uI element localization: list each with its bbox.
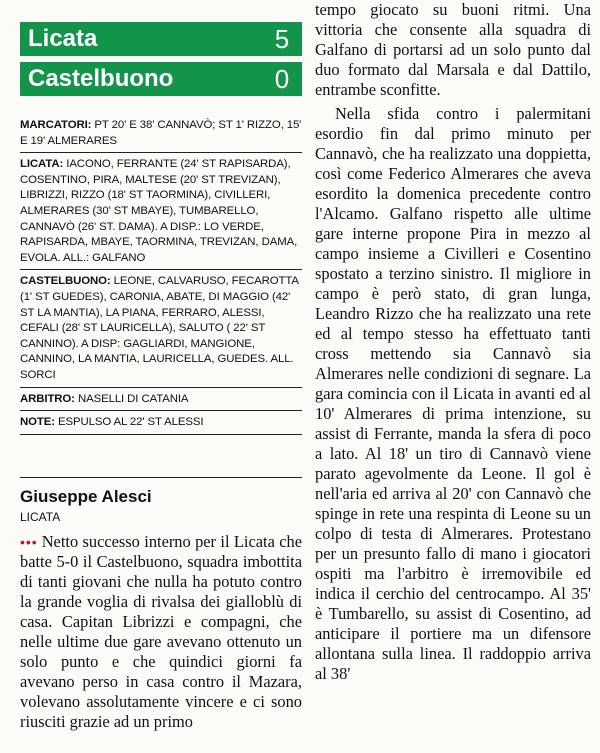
- article-text-col1: Netto successo interno per il Licata che batte 5-0 il Castelbuono, squadra imbottita di tanti giovani che nulla ha potuto contro la grande voglia di rivalsa dei gialloblù di casa. Capitan Librizzi e compagni, che nelle ultime due gare avevano ottenuto un solo punto e che quindici giorni fa avevano perso in casa contro il Mazara, volevano assolutamente vincere e ci sono riusciti grazie ad un primo: [20, 531, 302, 731]
- article-paragraph: tempo giocato su buoni ritmi. Una vittoria che consente alla squadra di Galfano di portarsi ad un solo punto dal duo formato dal Marsala e dal Dattilo, entrambe sconfitte.: [315, 0, 591, 99]
- home-team-name: Licata: [28, 25, 98, 52]
- stat-label: ARBITRO:: [20, 392, 75, 405]
- stat-arbitro: [20, 388, 302, 412]
- scoreboard-row-home: [20, 22, 302, 56]
- stat-marcatori: [20, 114, 302, 153]
- stat-label: MARCATORI:: [20, 119, 92, 131]
- stat-note: [20, 411, 302, 435]
- stat-text: ESPULSO AL 22' ST ALESSI: [58, 416, 204, 429]
- dateline-location: LICATA: [20, 509, 61, 524]
- stat-licata-lineup: [20, 153, 302, 270]
- stat-label: LICATA:: [20, 158, 64, 171]
- home-team-score: 5: [274, 23, 290, 54]
- stat-castelbuono-lineup: [20, 270, 302, 387]
- stat-label: CASTELBUONO:: [20, 275, 111, 288]
- article-paragraph: [20, 532, 302, 732]
- left-column: [20, 0, 302, 753]
- bullet-dots: •••: [20, 533, 38, 550]
- author-name: Giuseppe Alesci: [20, 486, 152, 506]
- stat-text: LEONE, CALVARUSO, FECAROTTA (1' ST GUEDES), CARONIA, ABATE, DI MAGGIO (42' ST LA MANTIA), LA PIANA, FERRARO, ALESSI, CEFALI (28' ST LAURICELLA), SALUTO ( 22' ST CANNINO). A DISP: GAGLIARDI, MANGIONE, CANNINO, LA MANTIA, LAURICELLA, GUEDES. ALL. SORCI: [20, 275, 299, 381]
- byline: [20, 477, 302, 524]
- article-paragraph: Nella sfida contro i palermitani esordio fin dal primo minuto per Cannavò, che ha realizzato una doppietta, così come Federico Almerares che aveva esordito la domenica precedente contro l'Alcamo. Galfano rispetto alle ultime gare interne propone Pira in mezzo al campo insieme a Civilleri e Cosentino spostato a terzino sinistro. Il migliore in campo è però stato, di gran lunga, Leandro Rizzo che ha realizzato una rete ed al tempo stesso ha effettuato tanti cross mettendo sia Cannavò sia Almerares nelle condizioni di segnare. La gara comincia con il Licata in avanti ed al 10' Almerares di prima intenzione, su assist di Ferrante, manda la sfera di poco a lato. Al 18' un tiro di Cannavò viene parato agevolmente da Leone. Il gol è nell'aria ed arriva al 20' con Cannavò che spinge in rete una respinta di Leone su un colpo di testa di Almerares. Protestano per un presunto fallo di mano i giocatori ospiti ma l'arbitro è irremovibile ed indica il cerchio del centrocampo. Al 35' è Tumbarello, su assist di Cosentino, ad anticipare il portiere ma un difensore allontana sulla linea. Il raddoppio arriva al 38': [315, 104, 591, 683]
- stat-text: NASELLI DI CATANIA: [77, 392, 189, 405]
- away-team-name: Castelbuono: [28, 65, 174, 92]
- scoreboard-row-away: [20, 62, 302, 96]
- stat-text: PT 20' E 38' CANNAVÒ; ST 1' RIZZO, 15' E 19' ALMERARES: [20, 119, 302, 147]
- away-team-score: 0: [274, 63, 290, 94]
- stat-text: IACONO, FERRANTE (24' ST RAPISARDA), COSENTINO, PIRA, MALTESE (20' ST TREVIZAN), LIBRIZZI, RIZZO (18' ST TAORMINA), CIVILLERI, ALMERARES (30' ST MBAYE), TUMBARELLO, CANNAVÒ (26' ST. DAMA). A DISP.: LO VERDE, RAPISARDA, MBAYE, TAORMINA, TREVIZAN, DAMA, EVOLA. ALL.: GALFANO: [20, 158, 298, 264]
- stat-label: NOTE:: [20, 416, 55, 429]
- right-column: [315, 0, 591, 753]
